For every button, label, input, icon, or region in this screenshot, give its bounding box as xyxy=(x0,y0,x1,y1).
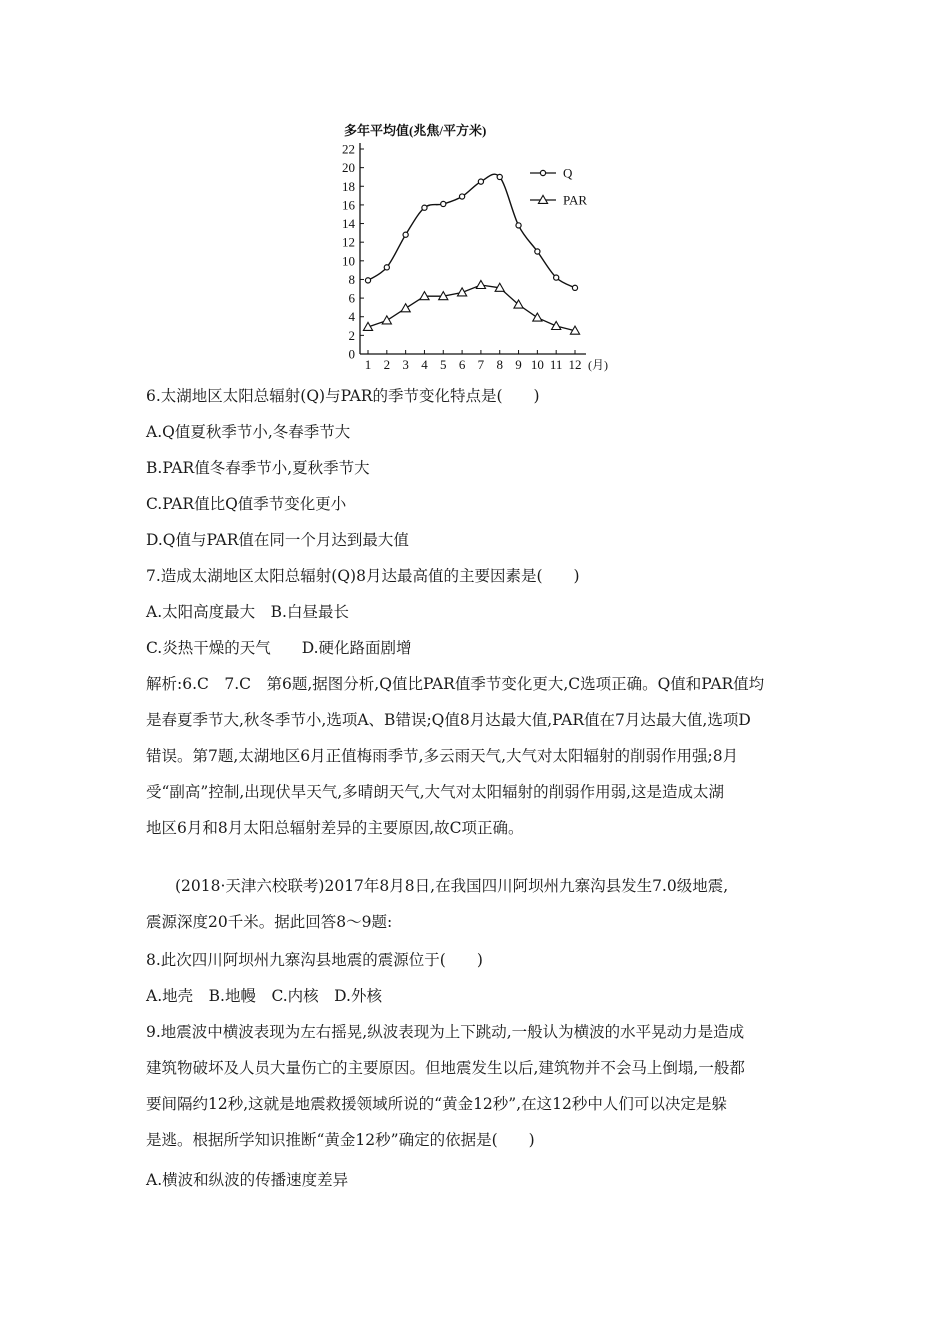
question-6-option-a: A.Q值夏秋季节小,冬春季节大 xyxy=(146,423,351,441)
intro-line-2: 震源深度20千米。据此回答8～9题: xyxy=(146,913,393,931)
data-point-q xyxy=(403,232,408,237)
question-6-option-c: C.PAR值比Q值季节变化更小 xyxy=(146,495,347,513)
series-line-par xyxy=(368,285,575,331)
legend-label-par: PAR xyxy=(563,192,588,208)
question-7-options-ab: A.太阳高度最大 B.白昼最长 xyxy=(146,603,349,621)
x-axis-label: (月) xyxy=(588,358,608,372)
analysis-line: 错误。第7题,太湖地区6月正值梅雨季节,多云雨天气,大气对太阳辐射的削弱作用强;8月 xyxy=(146,747,739,765)
legend-marker-q xyxy=(540,170,545,175)
x-tick-label: 7 xyxy=(477,357,485,372)
chart-title: 多年平均值(兆焦/平方米) xyxy=(344,123,487,138)
question-9-line: 9.地震波中横波表现为左右摇晃,纵波表现为上下跳动,一般认为横波的水平晃动力是造成 xyxy=(146,1023,745,1041)
series-par xyxy=(363,280,579,334)
question-7-stem: 7.造成太湖地区太阳总辐射(Q)8月达最高值的主要因素是( ) xyxy=(146,567,580,585)
x-tick-label: 4 xyxy=(421,357,428,372)
data-point-q xyxy=(516,223,521,228)
y-tick-label: 6 xyxy=(348,290,355,306)
x-tick-label: 10 xyxy=(530,357,544,372)
legend-label-q: Q xyxy=(563,165,573,181)
data-point-par xyxy=(401,304,410,312)
x-tick-label: 2 xyxy=(383,357,391,372)
y-tick-label: 14 xyxy=(342,216,355,232)
x-tick-label: 1 xyxy=(364,357,372,372)
series-q xyxy=(365,174,577,290)
question-7-options-cd: C.炎热干燥的天气 D.硬化路面剧增 xyxy=(146,639,412,657)
data-point-q xyxy=(478,179,483,184)
question-8-stem: 8.此次四川阿坝州九寨沟县地震的震源位于( ) xyxy=(146,951,483,969)
question-9-option-a: A.横波和纵波的传播速度差异 xyxy=(146,1171,349,1189)
x-tick-label: 5 xyxy=(440,357,447,372)
y-tick-label: 10 xyxy=(342,253,355,269)
y-tick-label: 16 xyxy=(342,197,355,213)
data-point-q xyxy=(497,174,502,179)
analysis-line: 是春夏季节大,秋冬季节小,选项A、B错误;Q值8月达最大值,PAR值在7月达最大值,选项D xyxy=(146,711,751,729)
y-tick-label: 8 xyxy=(348,271,355,287)
question-6-option-b: B.PAR值冬春季节小,夏秋季节大 xyxy=(146,459,370,477)
x-tick-label: 3 xyxy=(402,357,409,372)
y-tick-label: 20 xyxy=(342,160,355,176)
data-point-q xyxy=(365,278,370,283)
analysis-line: 受“副高”控制,出现伏旱天气,多晴朗天气,大气对太阳辐射的削弱作用弱,这是造成太湖 xyxy=(146,783,725,801)
y-tick-label: 12 xyxy=(342,234,355,250)
intro-line-1: (2018·天津六校联考)2017年8月8日,在我国四川阿坝州九寨沟县发生7.0级地震, xyxy=(175,877,729,895)
chart-legend xyxy=(530,166,587,208)
data-point-q xyxy=(384,265,389,270)
data-point-q xyxy=(535,249,540,254)
y-tick-label: 22 xyxy=(342,141,355,157)
x-tick-label: 6 xyxy=(458,357,466,372)
question-9-line: 要间隔约12秒,这就是地震救援领域所说的“黄金12秒”,在这12秒中人们可以决定是躲 xyxy=(146,1095,727,1113)
data-point-par xyxy=(457,288,466,296)
data-point-par xyxy=(382,316,391,324)
data-point-par xyxy=(552,321,561,329)
analysis-line: 解析:6.C 7.C 第6题,据图分析,Q值比PAR值季节变化更大,C选项正确。Q值和PAR值均 xyxy=(146,675,765,693)
data-point-q xyxy=(422,205,427,210)
question-6-stem: 6.太湖地区太阳总辐射(Q)与PAR的季节变化特点是( ) xyxy=(146,387,540,405)
question-9-line: 建筑物破坏及人员大量伤亡的主要原因。但地震发生以后,建筑物并不会马上倒塌,一般都 xyxy=(146,1059,745,1077)
y-tick-label: 4 xyxy=(348,309,355,325)
data-point-q xyxy=(441,201,446,206)
data-point-q xyxy=(572,285,577,290)
x-axis xyxy=(360,350,608,372)
data-point-par xyxy=(476,280,485,288)
x-tick-label: 11 xyxy=(549,357,563,372)
question-6-option-d: D.Q值与PAR值在同一个月达到最大值 xyxy=(146,531,409,549)
question-8-options: A.地壳 B.地幔 C.内核 D.外核 xyxy=(146,987,382,1005)
analysis-line: 地区6月和8月太阳总辐射差异的主要原因,故C项正确。 xyxy=(146,819,524,837)
series-layer xyxy=(363,174,579,334)
series-line-q xyxy=(368,174,575,288)
y-tick-label: 18 xyxy=(342,178,355,194)
data-point-q xyxy=(459,194,464,199)
x-tick-label: 9 xyxy=(515,357,522,372)
radiation-line-chart xyxy=(330,118,620,376)
x-tick-label: 12 xyxy=(568,357,582,372)
x-tick-label: 8 xyxy=(496,357,503,372)
y-tick-label: 2 xyxy=(348,327,355,343)
data-point-par xyxy=(533,313,542,321)
y-axis xyxy=(342,142,364,362)
y-tick-label: 0 xyxy=(348,346,355,362)
data-point-q xyxy=(554,275,559,280)
question-9-line: 是逃。根据所学知识推断“黄金12秒”确定的依据是( ) xyxy=(146,1131,535,1149)
